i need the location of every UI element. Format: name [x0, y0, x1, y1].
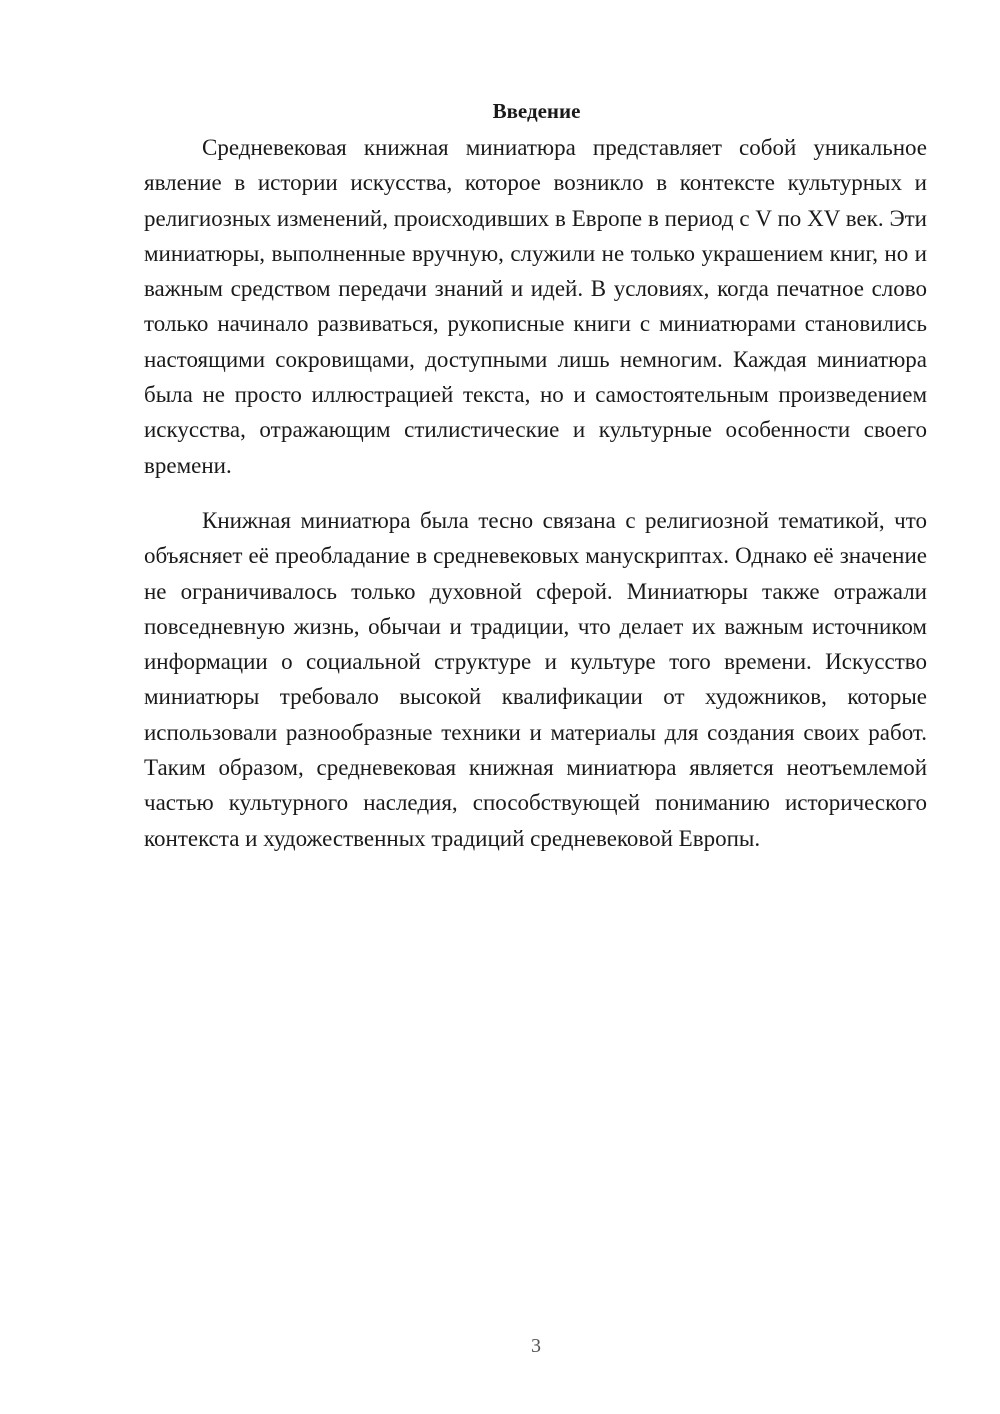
paragraph-1: Средневековая книжная миниатюра представляет собой уникальное явление в истории искусства, которое возникло в контексте культурных и религиозных изменений, происходивших в Европе в период с V по XV век. Эти миниатюры, выполненные вручную, служили не только украшением книг, но и важным средством передачи знаний и идей. В условиях, когда печатное слово только начинало развиваться, рукописные книги с миниатюрами становились настоящими сокровищами, доступными лишь немногим. Каждая миниатюра была не просто иллюстрацией текста, но и самостоятельным произведением искусства, отражающим стилистические и культурные особенности своего времени.	[144, 135, 927, 478]
page-content	[144, 96, 927, 856]
paragraph-2: Книжная миниатюра была тесно связана с религиозной тематикой, что объясняет её преобладание в средневековых манускриптах. Однако её значение не ограничивалось только духовной сферой. Миниатюры также отражали повседневную жизнь, обычаи и традиции, что делает их важным источником информации о социальной структуре и культуре того времени. Искусство миниатюры требовало высокой квалификации от художников, которые использовали разнообразные техники и материалы для создания своих работ. Таким образом, средневековая книжная миниатюра является неотъемлемой частью культурного наследия, способствующей пониманию исторического контекста и художественных традиций средневековой Европы.	[144, 507, 927, 851]
page-number: 3	[531, 1335, 541, 1357]
section-heading: Введение	[492, 99, 581, 123]
